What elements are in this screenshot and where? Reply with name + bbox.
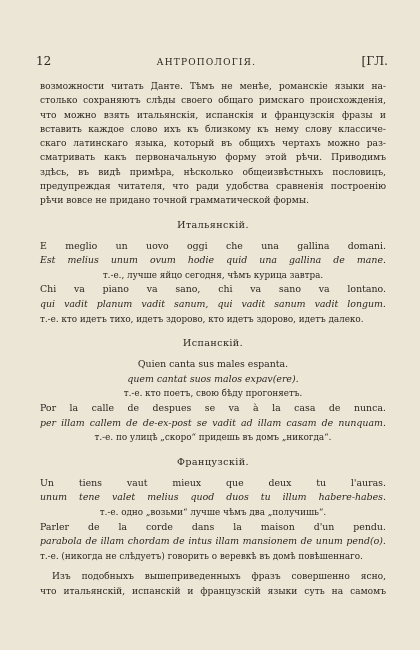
word: Parler bbox=[40, 521, 69, 533]
word: d'un bbox=[313, 521, 335, 533]
word: melius bbox=[147, 492, 179, 504]
word: vadit bbox=[314, 299, 339, 311]
word: domani. bbox=[347, 240, 386, 252]
proverb-line bbox=[40, 402, 386, 417]
word: unum bbox=[40, 492, 68, 504]
word: la bbox=[272, 403, 281, 415]
word: qui bbox=[40, 299, 56, 311]
word: per bbox=[40, 417, 57, 429]
word: habere-habes. bbox=[318, 492, 386, 504]
translation-line bbox=[40, 550, 386, 565]
word: va bbox=[73, 284, 85, 296]
word: unum bbox=[315, 536, 343, 548]
word: Quien canta sus males espanta. bbox=[137, 359, 289, 371]
word: dans bbox=[191, 521, 215, 533]
word: qui bbox=[217, 299, 233, 311]
word: que bbox=[226, 477, 244, 489]
word: quid bbox=[226, 255, 248, 267]
word: la bbox=[69, 403, 79, 415]
proverb-block bbox=[40, 477, 386, 565]
word: Por bbox=[40, 403, 57, 415]
word: de bbox=[300, 536, 313, 548]
word: tiens bbox=[78, 477, 102, 489]
word: nunquam. bbox=[338, 417, 386, 429]
word: de bbox=[173, 536, 185, 548]
running-head bbox=[36, 54, 388, 68]
word: т.-е., лучше яйцо сегодня, чѣмъ курица завтра. bbox=[102, 270, 324, 281]
proverb-line bbox=[40, 240, 386, 255]
word: quod bbox=[190, 492, 215, 504]
word: casam bbox=[286, 417, 317, 429]
word: ad bbox=[241, 417, 253, 429]
word: vadit bbox=[64, 299, 88, 311]
word: unum bbox=[110, 255, 138, 267]
word: maison bbox=[260, 521, 295, 533]
section-heading: Итальянскій. bbox=[177, 219, 249, 231]
word: т.-е. одно „возьми“ лучше чѣмъ два „получишь“. bbox=[99, 507, 327, 518]
word: E bbox=[40, 240, 47, 252]
proverb-block bbox=[40, 240, 386, 328]
word: de bbox=[127, 403, 140, 415]
text-line: что итальянскій, испанскій и французскій языки суть на самомъ bbox=[40, 586, 386, 597]
word: Chi bbox=[40, 284, 57, 296]
latin-line bbox=[40, 254, 386, 269]
word: despues bbox=[152, 403, 192, 415]
text-line: возможности читать Данте. Тѣмъ не менѣе, романскіе языки на- bbox=[40, 82, 386, 92]
word: una bbox=[261, 240, 279, 252]
word: sano, bbox=[175, 284, 201, 296]
word: se bbox=[204, 403, 216, 415]
word: т.-е. кто идетъ тихо, идетъ здорово, кто идетъ здорово, идетъ далеко. bbox=[40, 314, 364, 325]
word: de bbox=[87, 521, 100, 533]
word: calle bbox=[91, 403, 115, 415]
word: illam bbox=[61, 417, 85, 429]
proverb-line bbox=[40, 477, 386, 492]
proverb-line bbox=[40, 283, 386, 298]
word: va bbox=[318, 284, 330, 296]
word: nunca. bbox=[353, 403, 386, 415]
word: intus bbox=[188, 536, 212, 548]
word: т.-е. кто поетъ, свою бѣду прогоняетъ. bbox=[123, 389, 303, 400]
translation-line bbox=[40, 269, 386, 284]
word: vaut bbox=[126, 477, 148, 489]
section-heading: Французскій. bbox=[177, 456, 249, 468]
intro-paragraph bbox=[40, 80, 386, 209]
word: illam bbox=[100, 536, 125, 548]
text-line: предупреждая читателя, что ради удобства сравненія построенію bbox=[40, 182, 386, 193]
word: la bbox=[118, 521, 128, 533]
word: uovo bbox=[146, 240, 169, 252]
word: se bbox=[196, 417, 208, 429]
proverb-sections bbox=[40, 220, 386, 565]
word: de bbox=[85, 536, 98, 548]
latin-line bbox=[40, 491, 386, 506]
word: à bbox=[253, 403, 259, 415]
text-line: сматривать какъ первоначальную форму этой рѣчи. Приводимъ bbox=[40, 153, 386, 164]
word: tu bbox=[260, 492, 271, 504]
word: illum bbox=[282, 492, 307, 504]
word: т.-е. по улицѣ „скоро“ придешь въ домъ „никогда“. bbox=[94, 433, 332, 444]
word: piano bbox=[102, 284, 129, 296]
word: va bbox=[228, 403, 240, 415]
word: quem cantat suos malos expav(ere). bbox=[127, 373, 299, 385]
word: de bbox=[333, 255, 345, 267]
latin-line bbox=[40, 535, 386, 550]
word: l'auras. bbox=[350, 477, 386, 489]
translation-line bbox=[40, 313, 386, 328]
section-heading: Испанскій. bbox=[182, 338, 244, 350]
word: longum. bbox=[347, 299, 386, 311]
word: Est bbox=[40, 255, 56, 267]
word: parabola bbox=[40, 536, 82, 548]
word: chordam bbox=[127, 536, 170, 548]
word: pend(o). bbox=[346, 536, 386, 548]
text-line: рѣчи вовсе не придано точной грамматической формы. bbox=[40, 196, 309, 207]
word: un bbox=[115, 240, 128, 252]
page-number: 12 bbox=[36, 54, 52, 68]
word: deux bbox=[268, 477, 292, 489]
latin-line bbox=[40, 373, 386, 388]
proverb-line bbox=[40, 358, 386, 373]
text-line: вставить каждое слово ихъ къ близкому къ нему слову классиче- bbox=[40, 124, 386, 135]
word: de-ex-post bbox=[142, 417, 192, 429]
word: illam bbox=[215, 536, 240, 548]
word: illam bbox=[257, 417, 282, 429]
word: vadit bbox=[241, 299, 266, 311]
text-line: Изъ подобныхъ вышеприведенныхъ фразъ совершенно ясно, bbox=[52, 572, 386, 583]
word: ovum bbox=[149, 255, 176, 267]
word: duos bbox=[226, 492, 249, 504]
outro-paragraph bbox=[40, 570, 386, 599]
text-line: столько сохраняютъ слѣды своего общаго римскаго происхожденія, bbox=[40, 96, 386, 107]
proverb-line bbox=[40, 521, 386, 536]
word: meglio bbox=[65, 240, 98, 252]
word: corde bbox=[145, 521, 173, 533]
translation-line bbox=[40, 506, 386, 521]
proverb-block bbox=[40, 358, 386, 446]
word: tene bbox=[79, 492, 100, 504]
word: callem bbox=[89, 417, 122, 429]
word: sanum bbox=[274, 299, 306, 311]
word: de bbox=[126, 417, 138, 429]
text-line: что можно взять итальянскія, испанскія и французскія фразы и bbox=[40, 110, 386, 121]
word: т.-е. (никогда не слѣдуетъ) говорить о веревкѣ въ домѣ повѣшеннаго. bbox=[40, 551, 363, 562]
word: de bbox=[328, 403, 341, 415]
word: va bbox=[250, 284, 262, 296]
word: va bbox=[146, 284, 158, 296]
word: melius bbox=[67, 255, 99, 267]
word: de bbox=[321, 417, 334, 429]
translation-line bbox=[40, 431, 386, 446]
word: valet bbox=[111, 492, 136, 504]
word: tu bbox=[316, 477, 327, 489]
word: gallina bbox=[297, 240, 330, 252]
word: lontano. bbox=[347, 284, 386, 296]
word: sano bbox=[278, 284, 301, 296]
word: gallina bbox=[289, 255, 322, 267]
word: mieux bbox=[172, 477, 202, 489]
word: planum bbox=[96, 299, 133, 311]
word: la bbox=[233, 521, 242, 533]
text-line: здѣсь, въ видѣ примѣра, нѣсколько общеизвѣстныхъ пословицъ, bbox=[40, 167, 386, 178]
latin-line bbox=[40, 298, 386, 313]
word: pendu. bbox=[353, 521, 386, 533]
word: che bbox=[226, 240, 243, 252]
word: sanum, bbox=[174, 299, 209, 311]
latin-line bbox=[40, 417, 386, 432]
word: chi bbox=[218, 284, 233, 296]
text-line: скаго латинскаго языка, который въ общихъ чертахъ можно раз- bbox=[40, 139, 386, 150]
word: una bbox=[259, 255, 277, 267]
translation-line bbox=[40, 387, 386, 402]
word: Un bbox=[40, 477, 54, 489]
word: vadit bbox=[212, 417, 236, 429]
word: mansionem bbox=[242, 536, 298, 548]
word: oggi bbox=[187, 240, 208, 252]
running-title: АНТРОПОЛОГІЯ. bbox=[156, 58, 257, 68]
word: casa bbox=[294, 403, 316, 415]
word: vadit bbox=[141, 299, 166, 311]
chapter-mark: [ГЛ. bbox=[361, 54, 388, 68]
word: hodie bbox=[187, 255, 215, 267]
word: mane. bbox=[356, 255, 386, 267]
